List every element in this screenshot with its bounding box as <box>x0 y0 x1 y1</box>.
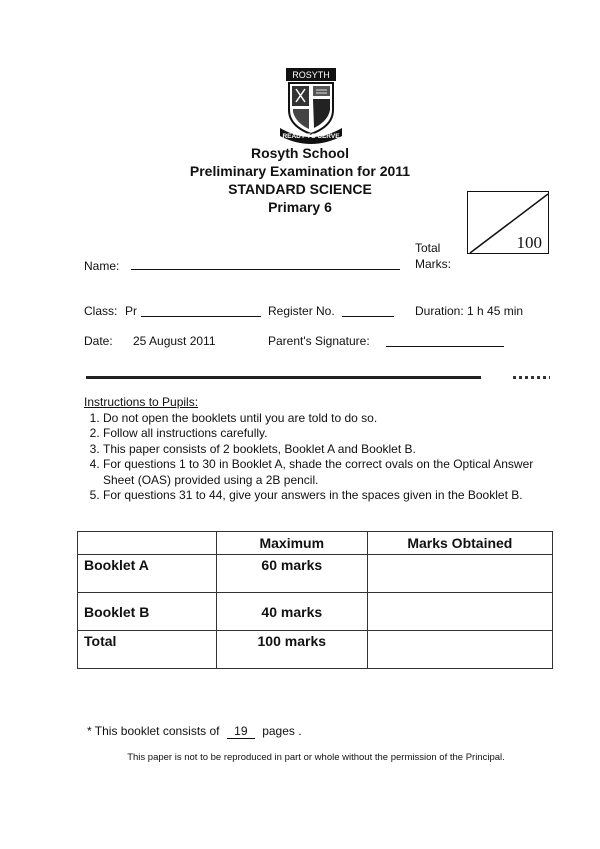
table-row <box>78 631 553 669</box>
parent-signature-label: Parent's Signature: <box>268 334 370 348</box>
pages-note: * This booklet consists of 19 pages . <box>87 724 302 738</box>
marks-table <box>77 531 553 669</box>
row-obtained-cell[interactable] <box>367 593 552 631</box>
svg-text:READY TO SERVE: READY TO SERVE <box>282 133 340 140</box>
subject-title: STANDARD SCIENCE <box>228 181 372 197</box>
separator-rule <box>86 376 481 379</box>
pages-count: 19 <box>227 724 255 739</box>
instructions <box>84 395 554 504</box>
instruction-item: 4. For questions 1 to 30 in Booklet A, shade the correct ovals on the Optical Answer Sheet (OAS) provided using a 2B pencil. <box>103 457 554 488</box>
school-crest-logo <box>278 66 344 144</box>
exam-title: Preliminary Examination for 2011 <box>189 163 411 179</box>
copyright-note: This paper is not to be reproduced in part or whole without the permission of the Principal. <box>127 752 505 763</box>
instruction-item: 5. For questions 31 to 44, give your answers in the spaces given in the Booklet B. <box>103 488 554 504</box>
table-row <box>78 593 553 631</box>
row-obtained-cell[interactable] <box>367 631 552 669</box>
row-name: Total <box>78 631 217 669</box>
level-title: Primary 6 <box>268 199 332 215</box>
table-row <box>78 555 553 593</box>
register-field[interactable] <box>342 316 394 317</box>
separator-rule-end <box>513 376 550 379</box>
class-label: Class: <box>84 304 118 318</box>
name-label: Name: <box>84 259 120 273</box>
register-label: Register No. <box>268 304 335 318</box>
instruction-item: 1. Do not open the booklets until you are told to do so. <box>103 411 554 427</box>
row-name: Booklet B <box>78 593 217 631</box>
class-value: Pr <box>125 304 137 318</box>
date-label: Date: <box>84 334 113 348</box>
total-marks-label: Total Marks: <box>415 241 451 271</box>
row-obtained-cell[interactable] <box>367 555 552 593</box>
name-field[interactable] <box>131 269 400 270</box>
table-header-blank <box>78 532 217 555</box>
svg-text:ROSYTH: ROSYTH <box>292 70 330 80</box>
instruction-item: 3. This paper consists of 2 booklets, Booklet A and Booklet B. <box>103 442 554 458</box>
row-name: Booklet A <box>78 555 217 593</box>
class-field[interactable] <box>141 316 261 317</box>
table-header-row <box>78 532 553 555</box>
row-max: 40 marks <box>216 593 367 631</box>
row-max: 60 marks <box>216 555 367 593</box>
instructions-title: Instructions to Pupils: <box>84 395 199 409</box>
parent-signature-field[interactable] <box>386 346 504 347</box>
instruction-item: 2. Follow all instructions carefully. <box>103 426 554 442</box>
date-value: 25 August 2011 <box>133 334 216 348</box>
total-marks-box[interactable] <box>467 191 549 254</box>
table-header-marks-obtained: Marks Obtained <box>367 532 552 555</box>
school-name: Rosyth School <box>250 145 349 161</box>
table-header-maximum: Maximum <box>216 532 367 555</box>
duration-text: Duration: 1 h 45 min <box>415 304 524 318</box>
row-max: 100 marks <box>216 631 367 669</box>
total-marks-max: 100 <box>516 233 542 252</box>
instructions-list <box>84 411 554 504</box>
